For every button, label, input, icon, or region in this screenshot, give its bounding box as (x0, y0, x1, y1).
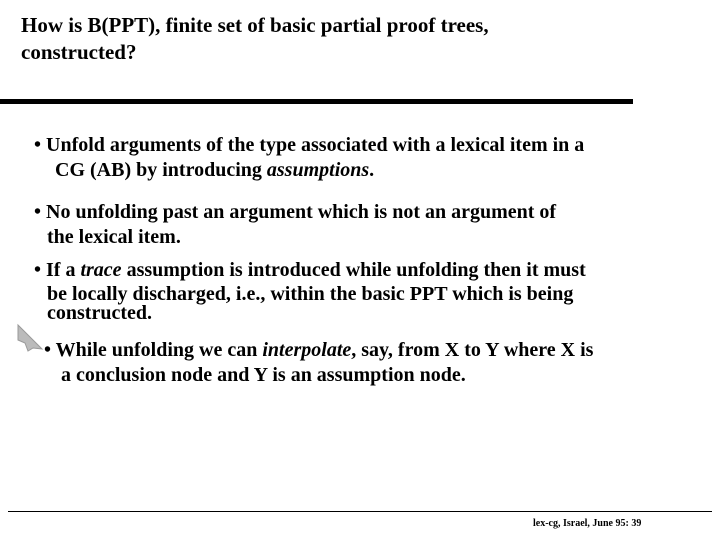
bullet-text: be locally discharged, i.e., within the basic PPT which is being (47, 283, 574, 305)
bullet-text: While unfolding we can (55, 339, 263, 361)
bullet-marker: • (34, 259, 42, 281)
bullet-marker: • (34, 201, 42, 223)
bullet-text: the lexical item. (47, 226, 181, 248)
slide-title-line1: How is B(PPT), finite set of basic partial proof trees, (21, 13, 489, 37)
bullet-no-unfolding (34, 200, 556, 250)
bullet-text: No unfolding past an argument which is not an argument of (46, 201, 557, 223)
bullet-text: Unfold arguments of the type associated with a lexical item in a (46, 134, 585, 156)
bullet-text: . (369, 159, 375, 181)
bullet-text: , say, from X to Y where X is (351, 339, 594, 361)
bullet-text: assumption is introduced while unfolding then it must (121, 259, 586, 281)
bullet-interpolate (44, 338, 593, 388)
bullet-text: CG (AB) by introducing (55, 159, 267, 181)
bullet-text: constructed. (47, 302, 152, 324)
title-divider (0, 99, 633, 104)
arrow-pointer-icon (16, 322, 46, 352)
bullet-marker: • (44, 339, 52, 361)
bullet-trace-assumption (34, 258, 586, 326)
bullet-emphasis: assumptions (266, 159, 370, 181)
slide-title (21, 12, 661, 66)
bullet-text: If a (46, 259, 81, 281)
bullet-text: a conclusion node and Y is an assumption node. (61, 364, 466, 386)
slide-title-line2: constructed? (21, 40, 137, 64)
bullet-unfold-arguments (34, 133, 584, 183)
footer-divider (8, 511, 712, 512)
footer-caption: lex-cg, Israel, June 95: 39 (533, 518, 642, 529)
bullet-emphasis: trace (80, 259, 122, 281)
bullet-marker: • (34, 134, 42, 156)
bullet-emphasis: interpolate (262, 339, 352, 361)
